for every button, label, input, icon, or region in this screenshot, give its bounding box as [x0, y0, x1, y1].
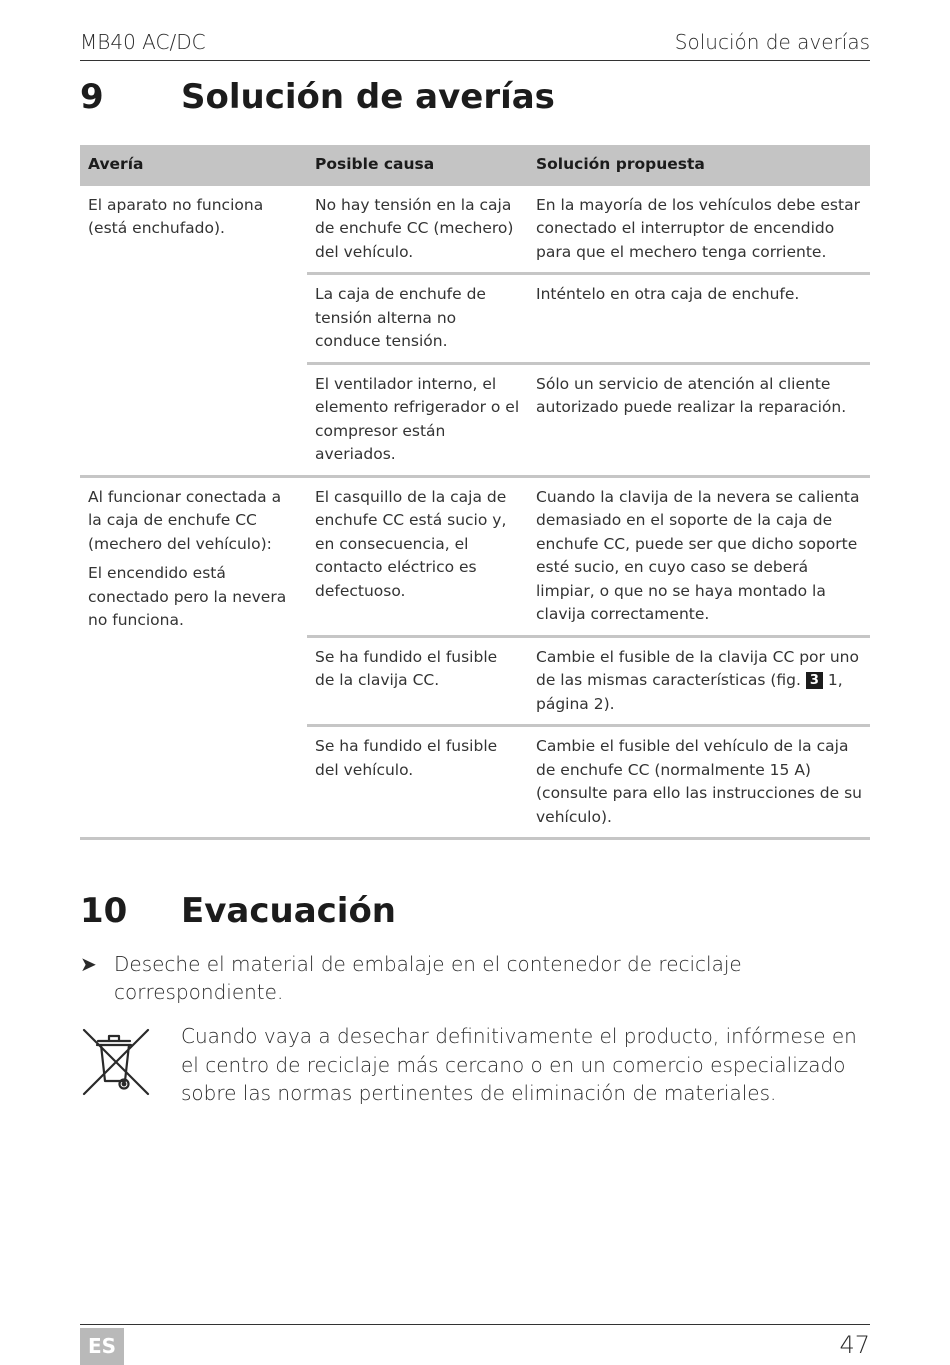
- table-row: [80, 476, 870, 636]
- table-row: [80, 186, 870, 274]
- page-number: 47: [839, 1331, 870, 1359]
- table-header-row: [80, 145, 870, 186]
- solution-cell: Cuando la clavija de la nevera se calienta demasiado en el soporte de la caja de enchufe CC, puede ser que dicho soporte esté sucio, en cuyo caso se deberá limpiar, o que no se haya montado la clavija correctamente.: [528, 476, 870, 636]
- header-section: Solución de averías: [674, 30, 870, 54]
- header-model: MB40 AC/DC: [80, 30, 206, 54]
- column-header-cause: Posible causa: [307, 145, 528, 186]
- chapter-number: 10: [80, 891, 128, 931]
- cause-cell: El ventilador interno, el elemento refrigerador o el compresor están averiados.: [307, 363, 528, 476]
- fault-text: El encendido está conectado pero la nevera no funciona.: [88, 564, 287, 629]
- solution-cell: [528, 636, 870, 726]
- disposal-step-text: Deseche el material de embalaje en el contenedor de reciclaje correspondiente.: [114, 952, 742, 1004]
- cause-cell: No hay tensión en la caja de enchufe CC (mechero) del vehículo.: [307, 186, 528, 274]
- cause-cell: Se ha fundido el fusible de la clavija CC.: [307, 636, 528, 726]
- chapter-title: Evacuación: [181, 891, 397, 931]
- fault-text: El aparato no funciona (está enchufado).: [88, 195, 264, 237]
- cause-cell: La caja de enchufe de tensión alterna no conduce tensión.: [307, 274, 528, 364]
- disposal-step: [80, 950, 870, 1006]
- chapter-title: Solución de averías: [181, 77, 555, 117]
- page-header: [80, 28, 870, 61]
- column-header-fault: Avería: [80, 145, 307, 186]
- cause-cell: Se ha fundido el fusible del vehículo.: [307, 726, 528, 839]
- crossed-out-wheelie-bin-icon: [80, 1026, 152, 1098]
- figure-reference-badge: 3: [806, 672, 823, 689]
- fault-cell: [80, 186, 307, 477]
- chapter-number: 9: [80, 77, 104, 117]
- solution-text: 1, página 2).: [536, 671, 843, 713]
- solution-cell: Sólo un servicio de atención al cliente autorizado puede realizar la reparación.: [528, 363, 870, 476]
- solution-text: Cambie el fusible de la clavija CC por uno de las mismas características (fig.: [536, 647, 859, 689]
- solution-cell: Inténtelo en otra caja de enchufe.: [528, 274, 870, 364]
- arrow-bullet-icon: ➤: [80, 952, 97, 976]
- chapter-9-heading: [80, 75, 870, 119]
- disposal-note: Cuando vaya a desechar definitivamente el producto, infórmese en el centro de reciclaje más cercano o en un comercio especializado sobre las normas pertinentes de eliminación de materiales.: [181, 1024, 857, 1105]
- column-header-solution: Solución propuesta: [528, 145, 870, 186]
- chapter-10-heading: [80, 889, 870, 933]
- page-footer: [80, 1324, 870, 1365]
- fault-cell: [80, 476, 307, 839]
- solution-cell: Cambie el fusible del vehículo de la caja de enchufe CC (normalmente 15 A) (consulte para ello las instrucciones de su vehículo).: [528, 726, 870, 839]
- cause-cell: El casquillo de la caja de enchufe CC está sucio y, en consecuencia, el contacto eléctrico es defectuoso.: [307, 476, 528, 636]
- troubleshooting-table: [80, 145, 870, 840]
- solution-cell: En la mayoría de los vehículos debe estar conectado el interruptor de encendido para que el mechero tenga corriente.: [528, 186, 870, 274]
- fault-text: Al funcionar conectada a la caja de enchufe CC (mechero del vehículo):: [88, 487, 282, 553]
- language-badge: ES: [80, 1328, 124, 1365]
